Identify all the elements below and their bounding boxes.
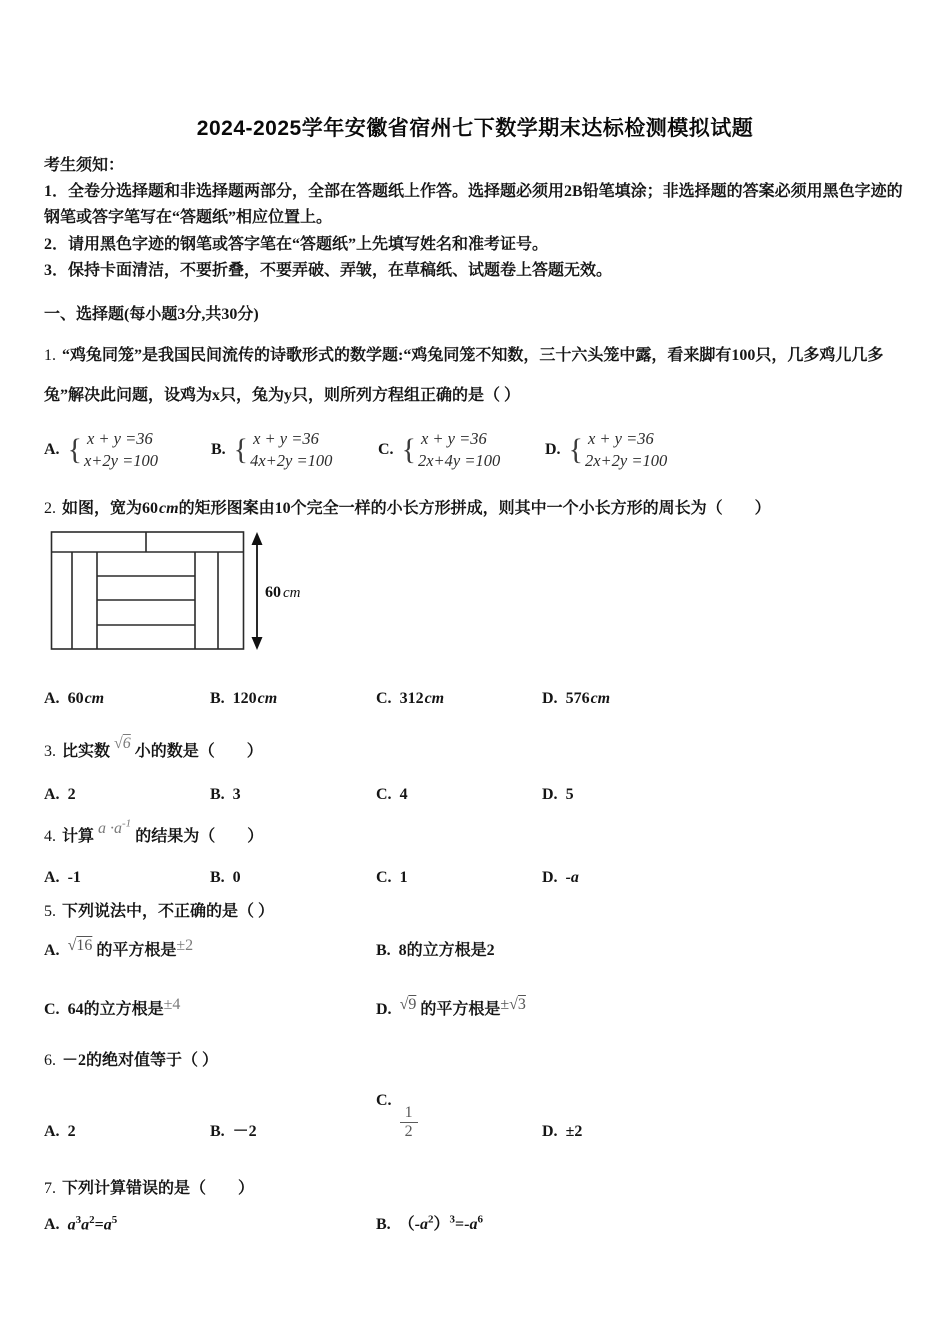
- question-3: [44, 734, 906, 804]
- brace-glyph: {: [568, 433, 583, 467]
- option-label: B.: [211, 441, 226, 459]
- question-5-option-b: B. 8的立方根是2: [376, 941, 495, 959]
- question-1-option-a: [44, 428, 211, 473]
- question-4: [44, 819, 906, 886]
- equation-system: x + y =36 2x+4y =100: [417, 428, 501, 471]
- question-1-number: 1.: [44, 347, 56, 365]
- question-5-options-row-1: [44, 937, 906, 960]
- question-5-options-row-2: [44, 996, 906, 1019]
- notice-item-3: 3．保持卡面清洁，不要折叠，不要弄破、弄皱，在草稿纸、试题卷上答题无效。: [44, 261, 613, 279]
- tiled-rectangle-lines: [52, 532, 244, 649]
- question-2-option-d: D. 576cm: [542, 690, 611, 708]
- question-2-option-a: A. 60cm: [44, 690, 105, 708]
- question-2-option-c: C. 312cm: [376, 690, 445, 708]
- question-5-text: 5. 下列说法中，不正确的是（ ）: [44, 902, 275, 920]
- figure-height-unit: cm: [283, 585, 301, 602]
- question-1-text: 1. “鸡兔同笼”是我国民间流传的诗歌形式的数学题:“鸡兔同笼不知数，三十六头笼中露，看来脚有100只，几多鸡儿几多兔”解决此问题，设鸡为x只，兔为y只，则所列方程组正确的是（ ）: [44, 347, 884, 405]
- question-6: [44, 1047, 906, 1142]
- question-1-option-b: [211, 428, 378, 473]
- question-4-text: 4. 计算 $a \cdot a^{-1}$ 的结果为（ ）: [44, 819, 906, 854]
- option-label: D.: [545, 441, 561, 459]
- sqrt-16: √16: [67, 936, 93, 954]
- question-3-number: 3.: [44, 743, 56, 761]
- question-6-option-d: D. ±2: [542, 1123, 583, 1141]
- question-6-option-a: A. 2: [44, 1123, 76, 1141]
- question-3-option-d: D. 5: [542, 786, 574, 804]
- question-7-text: 7. 下列计算错误的是（ ）: [44, 1180, 255, 1198]
- question-5: [44, 898, 906, 1019]
- fraction-one-half: $\frac{1}{2}$: [400, 1105, 418, 1142]
- question-1: [44, 336, 906, 480]
- question-6-options: [44, 1092, 906, 1142]
- question-4-option-b: B. 0: [210, 868, 241, 886]
- question-2: [44, 495, 906, 708]
- question-6-text: 6. －2的绝对值等于（ ）: [44, 1051, 219, 1069]
- expression-a-times-a-inverse: $a \cdot a^{-1}$: [98, 818, 132, 838]
- notice-item-1: 1．全卷分选择题和非选择题两部分，全部在答题纸上作答。选择题必须用2B铅笔填涂；非选择题的答案必须用黑色字迹的钢笔或答字笔写在“答题纸”相应位置上。: [44, 183, 903, 227]
- question-4-option-c: C. 1: [376, 868, 408, 886]
- question-5-option-d: D. √9 的平方根是±√3: [376, 995, 526, 1018]
- equation-system: x + y =36 2x+2y =100: [584, 428, 668, 471]
- equation-system: x + y =36 x+2y =100: [83, 428, 159, 471]
- question-4-option-a: A. -1: [44, 868, 81, 886]
- question-7-number: 7.: [44, 1180, 56, 1198]
- question-5-option-c: C. 64的立方根是±4: [44, 995, 181, 1018]
- question-6-option-b: B. －2: [210, 1123, 257, 1141]
- question-4-number: 4.: [44, 828, 56, 846]
- height-arrow: [252, 532, 263, 650]
- equation-system: x + y =36 4x+2y =100: [250, 428, 333, 471]
- notice-block: [44, 153, 906, 284]
- question-2-figure: [50, 530, 906, 663]
- question-5-number: 5.: [44, 902, 56, 920]
- question-3-option-a: A. 2: [44, 786, 76, 804]
- question-5-option-a: A. √16 的平方根是±2: [44, 936, 194, 959]
- cm-unit: cm: [159, 500, 179, 518]
- question-7-option-a: A. $a^3a^2=a^5$: [44, 1213, 118, 1234]
- brace-glyph: {: [67, 433, 82, 467]
- question-4-options: [44, 869, 906, 887]
- question-7: [44, 1175, 906, 1234]
- option-label: A.: [44, 441, 60, 459]
- question-3-text: 3. 比实数 √6 小的数是（ ）: [44, 734, 906, 769]
- section-heading: 一、选择题(每小题3分,共30分): [44, 306, 259, 324]
- question-2-number: 2.: [44, 500, 56, 518]
- option-label: C.: [378, 441, 394, 459]
- question-2-text: 2. 如图，宽为60cm的矩形图案由10个完全一样的小长方形拼成，则其中一个小长方形的周长为（ ）: [44, 500, 771, 518]
- question-1-options: [44, 420, 906, 480]
- brace-glyph: {: [233, 433, 249, 467]
- question-3-options: [44, 786, 906, 804]
- sqrt-9: √9: [399, 995, 417, 1013]
- question-3-option-c: C. 4: [376, 786, 408, 804]
- question-1-option-c: [378, 428, 545, 473]
- question-1-option-d: [545, 428, 667, 473]
- question-2-options: [44, 690, 906, 708]
- rectangle-tiling-figure: [50, 530, 340, 658]
- figure-height-value: 60: [265, 584, 281, 602]
- question-4-option-d: D. -a: [542, 868, 579, 886]
- question-2-option-b: B. 120cm: [210, 690, 278, 708]
- question-3-option-b: B. 3: [210, 786, 241, 804]
- question-6-option-c: C. $\frac{1}{2}$: [376, 1092, 542, 1142]
- pm-sqrt-3: ±√3: [500, 995, 526, 1013]
- page-title: 2024-2025学年安徽省宿州七下数学期末达标检测模拟试题: [196, 117, 754, 140]
- question-7-options: [44, 1211, 906, 1234]
- notice-heading: 考生须知：: [44, 157, 125, 174]
- sqrt-6: √6: [114, 735, 131, 753]
- question-6-number: 6.: [44, 1051, 56, 1069]
- brace-glyph: {: [401, 433, 416, 467]
- question-7-option-b: B. $(-a^2)^3=-a^6$: [376, 1213, 483, 1234]
- notice-item-2: 2．请用黑色字迹的钢笔或答字笔在“答题纸”上先填写姓名和准考证号。: [44, 235, 549, 253]
